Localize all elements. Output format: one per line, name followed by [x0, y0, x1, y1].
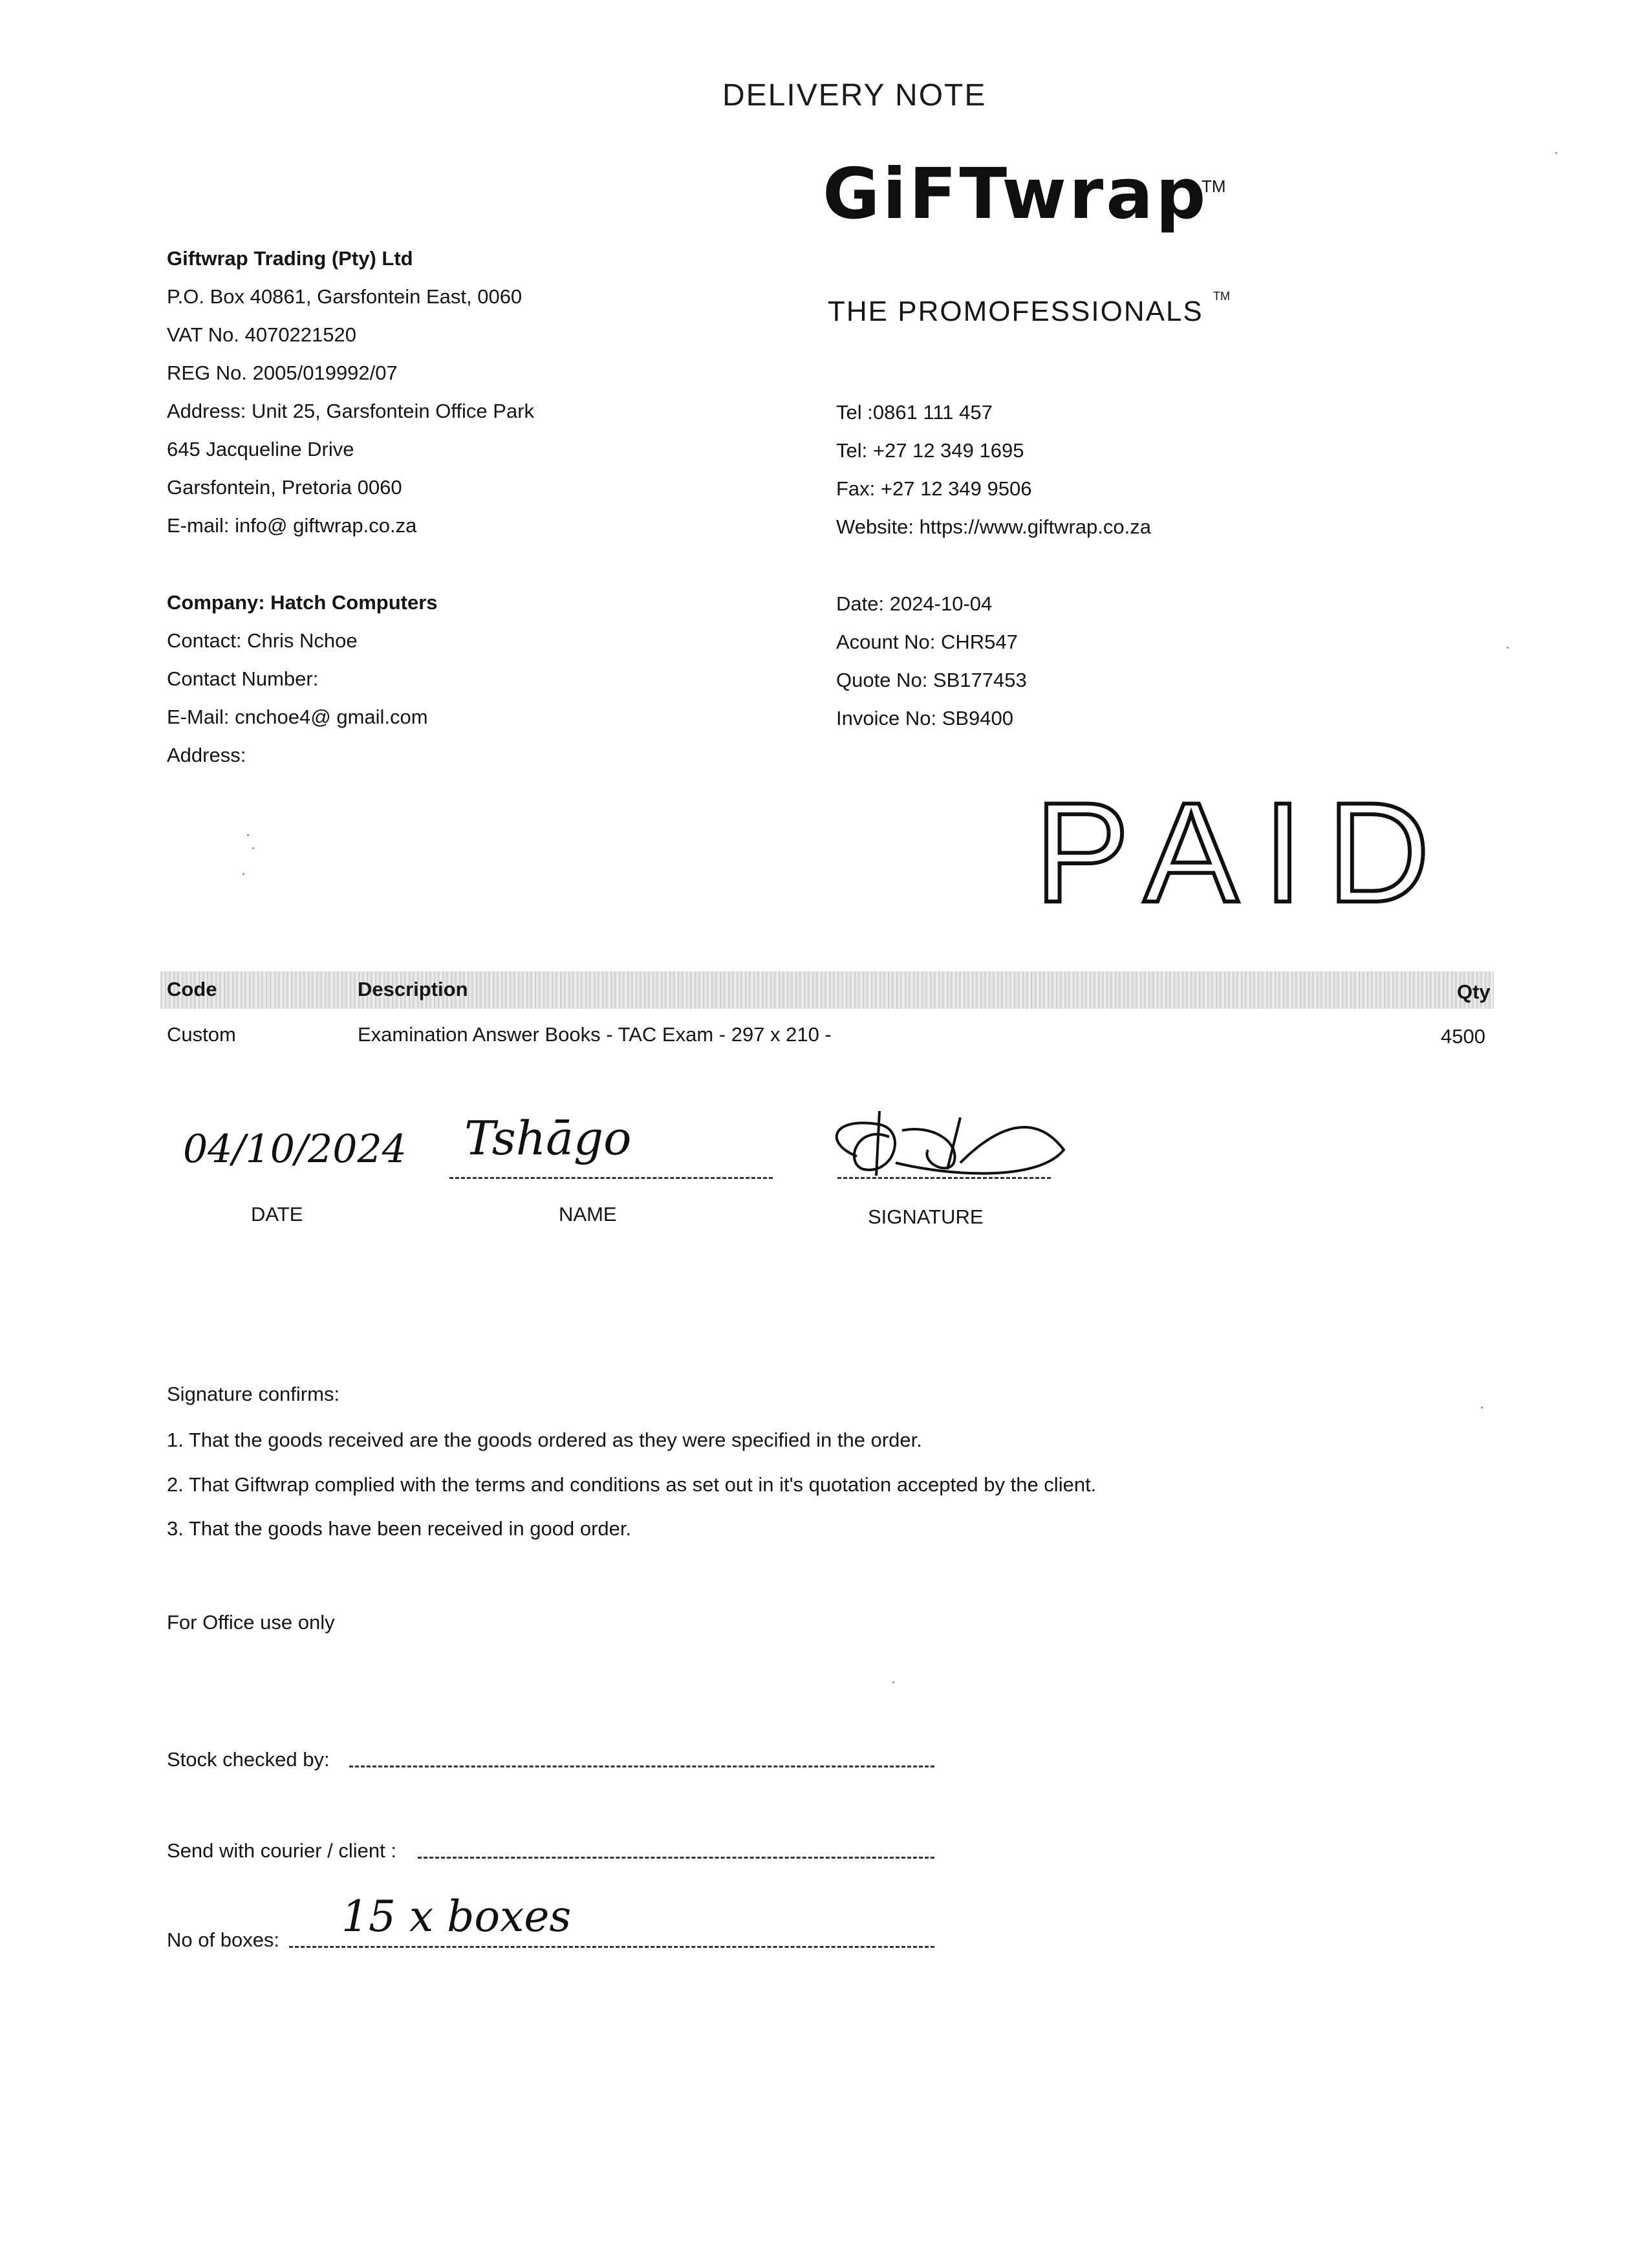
meta-quote: Quote No: SB177453	[836, 669, 1027, 691]
sender-address-3: Garsfontein, Pretoria 0060	[167, 476, 402, 499]
sender-vat: VAT No. 4070221520	[167, 323, 357, 346]
scan-speck	[252, 847, 254, 849]
tel-2: Tel: +27 12 349 1695	[836, 439, 1024, 462]
sender-po-box: P.O. Box 40861, Garsfontein East, 0060	[167, 285, 523, 308]
scan-speck	[242, 873, 244, 875]
confirm-heading: Signature confirms:	[167, 1383, 340, 1405]
confirm-item-3: 3. That the goods have been received in good order.	[167, 1517, 632, 1540]
scan-speck	[247, 834, 249, 836]
confirm-item-1: 1. That the goods received are the goods ordered as they were specified in the order.	[167, 1429, 922, 1451]
header-code: Code	[167, 978, 217, 1000]
customer-contact-number: Contact Number:	[167, 667, 319, 690]
document-title: DELIVERY NOTE	[722, 78, 987, 113]
boxes-line	[289, 1946, 934, 1948]
handwritten-date: 04/10/2024	[183, 1127, 407, 1172]
handwritten-boxes: 15 x boxes	[341, 1892, 572, 1941]
header-qty: Qty	[1457, 980, 1491, 1003]
send-with-label: Send with courier / client :	[167, 1839, 396, 1862]
customer-contact: Contact: Chris Nchoe	[167, 629, 358, 652]
meta-date: Date: 2024-10-04	[836, 592, 993, 615]
confirm-item-2: 2. That Giftwrap complied with the terms and conditions as set out in it's quotation accepted by the client.	[167, 1473, 1097, 1496]
row-qty: 4500	[1441, 1025, 1485, 1048]
customer-company: Company: Hatch Computers	[167, 591, 438, 614]
boxes-label: No of boxes:	[167, 1928, 280, 1951]
signature-scribble	[818, 1098, 1077, 1202]
sender-address-2: 645 Jacqueline Drive	[167, 438, 354, 460]
name-label: NAME	[559, 1203, 617, 1226]
scan-speck	[1555, 152, 1557, 154]
scan-speck	[892, 1681, 894, 1683]
logo-tagline: THE PROMOFESSIONALS	[828, 296, 1203, 327]
date-label: DATE	[251, 1203, 303, 1226]
header-description: Description	[358, 978, 468, 1000]
office-heading: For Office use only	[167, 1611, 335, 1634]
customer-email: E-Mail: cnchoe4@ gmail.com	[167, 706, 428, 728]
stock-checked-line	[349, 1766, 934, 1767]
stock-checked-label: Stock checked by:	[167, 1748, 330, 1771]
scan-speck	[1481, 1407, 1483, 1409]
logo-trademark: TM	[1202, 177, 1226, 196]
website: Website: https://www.giftwrap.co.za	[836, 515, 1152, 538]
paid-stamp: PAID	[1035, 773, 1455, 932]
sender-name: Giftwrap Trading (Pty) Ltd	[167, 247, 413, 270]
handwritten-name: Tshāgo	[464, 1111, 632, 1165]
scan-speck	[1507, 647, 1509, 649]
row-description: Examination Answer Books - TAC Exam - 297 x 210 -	[358, 1023, 832, 1046]
row-code: Custom	[167, 1023, 236, 1046]
sender-reg: REG No. 2005/019992/07	[167, 362, 398, 384]
customer-address: Address:	[167, 744, 246, 766]
tel-1: Tel :0861 111 457	[836, 401, 993, 424]
signature-label: SIGNATURE	[868, 1205, 984, 1228]
fax: Fax: +27 12 349 9506	[836, 477, 1032, 500]
tagline-trademark: TM	[1213, 290, 1230, 303]
brand-logo: GiFTwrap	[823, 154, 1209, 235]
sender-email: E-mail: info@ giftwrap.co.za	[167, 514, 417, 537]
sender-address-1: Address: Unit 25, Garsfontein Office Park	[167, 400, 535, 422]
send-with-line	[418, 1857, 934, 1859]
meta-invoice: Invoice No: SB9400	[836, 707, 1014, 729]
name-line	[449, 1177, 773, 1179]
meta-account: Acount No: CHR547	[836, 631, 1018, 653]
